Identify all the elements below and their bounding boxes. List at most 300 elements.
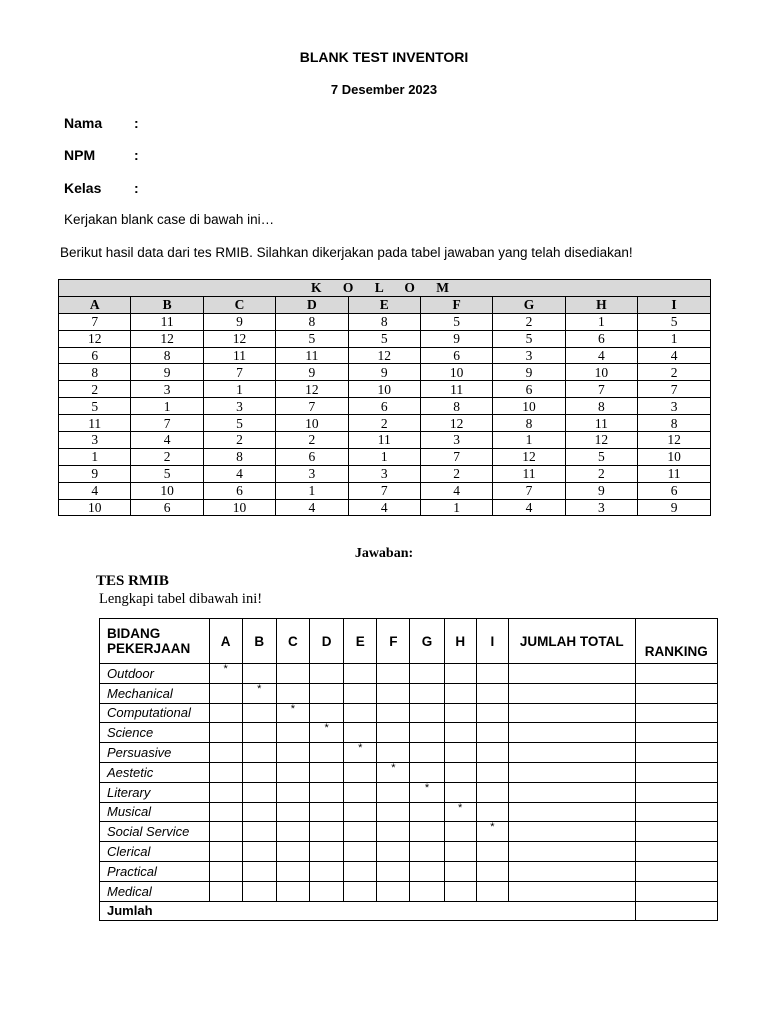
kolom-cell: 7: [420, 448, 492, 465]
kolom-cell: 7: [203, 364, 275, 381]
kolom-cell: 6: [638, 482, 711, 499]
kolom-cell: 3: [493, 347, 565, 364]
ranking-cell[interactable]: [635, 762, 717, 782]
answer-row: [100, 802, 718, 822]
kolom-table-title: K O L O M: [59, 280, 711, 297]
answer-cell[interactable]: [242, 842, 276, 862]
answer-cell[interactable]: [344, 664, 377, 684]
kolom-cell: 1: [348, 448, 420, 465]
kolom-cell: 7: [493, 482, 565, 499]
kolom-table: [58, 279, 711, 516]
ranking-cell[interactable]: [635, 842, 717, 862]
answer-cell[interactable]: [209, 802, 242, 822]
kolom-cell: 11: [420, 381, 492, 398]
answer-cell[interactable]: [377, 881, 410, 901]
kolom-cell: 1: [638, 330, 711, 347]
jumlah-total-cell[interactable]: [508, 762, 635, 782]
kolom-cell: 5: [638, 313, 711, 330]
kolom-row: [59, 465, 711, 482]
answer-cell[interactable]: [444, 861, 476, 881]
star-marker: *: [290, 702, 296, 715]
kolom-cell: 3: [638, 398, 711, 415]
kolom-cell: 2: [59, 381, 131, 398]
answer-cell[interactable]: [276, 782, 309, 802]
bidang-label: Musical: [100, 802, 210, 822]
answer-cell[interactable]: [377, 842, 410, 862]
kolom-cell: 2: [276, 432, 348, 449]
kolom-cell: 10: [420, 364, 492, 381]
answer-cell[interactable]: [476, 743, 508, 763]
field-kelas-colon: :: [134, 180, 139, 196]
kolom-cell: 3: [203, 398, 275, 415]
kolom-row: [59, 415, 711, 432]
kolom-row: [59, 381, 711, 398]
jumlah-total-cell[interactable]: [508, 743, 635, 763]
answer-cell[interactable]: [209, 762, 242, 782]
kolom-cell: 5: [493, 330, 565, 347]
star-marker: *: [458, 801, 463, 814]
answer-cell[interactable]: [310, 822, 344, 842]
answer-cell[interactable]: [276, 822, 309, 842]
kolom-cell: 5: [131, 465, 203, 482]
answer-cell[interactable]: [209, 861, 242, 881]
kolom-row: [59, 330, 711, 347]
kolom-col-header: E: [348, 296, 420, 313]
kolom-cell: 2: [420, 465, 492, 482]
answer-cell[interactable]: [377, 723, 410, 743]
answer-cell[interactable]: [310, 703, 344, 723]
kolom-cell: 11: [276, 347, 348, 364]
answer-cell[interactable]: [242, 683, 276, 703]
answer-cell[interactable]: [209, 881, 242, 901]
answer-cell[interactable]: [344, 743, 377, 763]
kolom-cell: 9: [493, 364, 565, 381]
answer-cell[interactable]: [209, 723, 242, 743]
kolom-cell: 1: [276, 482, 348, 499]
kolom-cell: 4: [565, 347, 637, 364]
answer-cell[interactable]: [410, 762, 444, 782]
answer-cell[interactable]: [377, 743, 410, 763]
kolom-cell: 8: [565, 398, 637, 415]
answer-cell[interactable]: [476, 703, 508, 723]
kolom-cell: 10: [203, 499, 275, 516]
jumlah-ranking-cell[interactable]: [635, 901, 717, 921]
answer-cell[interactable]: [310, 861, 344, 881]
answer-cell[interactable]: [344, 842, 377, 862]
kolom-cell: 12: [493, 448, 565, 465]
kolom-cell: 12: [348, 347, 420, 364]
kolom-cell: 8: [59, 364, 131, 381]
answer-row: [100, 842, 718, 862]
answer-cell[interactable]: [276, 881, 309, 901]
kolom-cell: 9: [638, 499, 711, 516]
jumlah-total-cell[interactable]: [508, 822, 635, 842]
kolom-cell: 10: [638, 448, 711, 465]
kolom-cell: 10: [276, 415, 348, 432]
answer-cell[interactable]: [276, 762, 309, 782]
kolom-cell: 6: [493, 381, 565, 398]
jumlah-total-cell[interactable]: [508, 842, 635, 862]
answer-cell[interactable]: [276, 664, 309, 684]
bidang-label: Clerical: [100, 842, 210, 862]
answer-cell[interactable]: [209, 703, 242, 723]
answer-cell[interactable]: [344, 782, 377, 802]
kolom-cell: 3: [131, 381, 203, 398]
answer-cell[interactable]: [209, 743, 242, 763]
kolom-cell: 2: [565, 465, 637, 482]
kolom-row: [59, 432, 711, 449]
answer-cell[interactable]: [444, 782, 476, 802]
answer-cell[interactable]: [209, 664, 242, 684]
answer-cell[interactable]: [410, 683, 444, 703]
answer-cell[interactable]: [444, 822, 476, 842]
kolom-cell: 12: [276, 381, 348, 398]
kolom-col-header: B: [131, 296, 203, 313]
kolom-cell: 9: [420, 330, 492, 347]
kolom-cell: 9: [203, 313, 275, 330]
answer-table-body: [100, 664, 718, 921]
kolom-cell: 8: [348, 313, 420, 330]
kolom-cell: 8: [493, 415, 565, 432]
answer-cell[interactable]: [310, 842, 344, 862]
answer-cell[interactable]: [377, 683, 410, 703]
header-bidang-line2: PEKERJAAN: [107, 641, 191, 656]
jumlah-total-cell[interactable]: [508, 802, 635, 822]
answer-cell[interactable]: [444, 703, 476, 723]
kolom-cell: 1: [493, 432, 565, 449]
answer-cell[interactable]: [410, 664, 444, 684]
ranking-cell[interactable]: [635, 822, 717, 842]
field-npm: [64, 147, 139, 163]
kolom-cell: 7: [131, 415, 203, 432]
answer-col-header: B: [242, 619, 276, 664]
answer-cell[interactable]: [276, 842, 309, 862]
kolom-cell: 2: [638, 364, 711, 381]
answer-row: [100, 664, 718, 684]
jumlah-total-cell[interactable]: [508, 683, 635, 703]
field-nama-colon: :: [134, 115, 139, 131]
answer-instruction: Lengkapi tabel dibawah ini!: [99, 591, 263, 607]
kolom-cell: 1: [59, 448, 131, 465]
answer-cell[interactable]: [410, 842, 444, 862]
kolom-cell: 11: [565, 415, 637, 432]
kolom-row: [59, 347, 711, 364]
kolom-header-row: [59, 296, 711, 313]
answer-heading: Jawaban:: [354, 546, 414, 561]
answer-table: [99, 618, 718, 921]
kolom-col-header: D: [276, 296, 348, 313]
kolom-cell: 3: [276, 465, 348, 482]
star-marker: *: [257, 682, 262, 695]
kolom-cell: 8: [203, 448, 275, 465]
answer-cell[interactable]: [310, 782, 344, 802]
jumlah-total-cell[interactable]: [508, 664, 635, 684]
answer-cell[interactable]: [476, 683, 508, 703]
kolom-cell: 6: [348, 398, 420, 415]
bidang-label: Literary: [100, 782, 210, 802]
answer-cell[interactable]: [310, 683, 344, 703]
answer-cell[interactable]: [242, 782, 276, 802]
kolom-cell: 2: [348, 415, 420, 432]
kolom-cell: 4: [420, 482, 492, 499]
kolom-cell: 3: [565, 499, 637, 516]
kolom-cell: 8: [420, 398, 492, 415]
answer-col-header: E: [344, 619, 377, 664]
ranking-cell[interactable]: [635, 723, 717, 743]
kolom-col-header: G: [493, 296, 565, 313]
answer-cell[interactable]: [344, 703, 377, 723]
answer-cell[interactable]: [410, 802, 444, 822]
jumlah-label: Jumlah: [100, 901, 636, 921]
answer-cell[interactable]: [476, 762, 508, 782]
answer-cell[interactable]: [344, 861, 377, 881]
answer-cell[interactable]: [344, 822, 377, 842]
answer-cell[interactable]: [209, 842, 242, 862]
kolom-cell: 1: [565, 313, 637, 330]
kolom-cell: 10: [59, 499, 131, 516]
kolom-cell: 7: [565, 381, 637, 398]
answer-cell[interactable]: [242, 861, 276, 881]
answer-cell[interactable]: [276, 683, 309, 703]
kolom-cell: 7: [276, 398, 348, 415]
answer-cell[interactable]: [476, 802, 508, 822]
answer-subheading: TES RMIB: [96, 573, 169, 589]
answer-cell[interactable]: [377, 861, 410, 881]
kolom-cell: 12: [565, 432, 637, 449]
kolom-cell: 7: [638, 381, 711, 398]
answer-cell[interactable]: [444, 683, 476, 703]
ranking-cell[interactable]: [635, 861, 717, 881]
kolom-cell: 11: [59, 415, 131, 432]
jumlah-total-cell[interactable]: [508, 723, 635, 743]
answer-cell[interactable]: [444, 723, 476, 743]
kolom-cell: 3: [420, 432, 492, 449]
answer-cell[interactable]: [310, 664, 344, 684]
kolom-cell: 6: [276, 448, 348, 465]
kolom-cell: 6: [131, 499, 203, 516]
answer-row: [100, 743, 718, 763]
jumlah-total-cell[interactable]: [508, 703, 635, 723]
answer-cell[interactable]: [410, 822, 444, 842]
answer-cell[interactable]: [444, 664, 476, 684]
kolom-cell: 1: [420, 499, 492, 516]
kolom-col-header: F: [420, 296, 492, 313]
answer-cell[interactable]: [377, 802, 410, 822]
kolom-cell: 5: [565, 448, 637, 465]
kolom-cell: 4: [348, 499, 420, 516]
kolom-row: [59, 313, 711, 330]
kolom-cell: 5: [203, 415, 275, 432]
answer-cell[interactable]: [444, 842, 476, 862]
answer-cell[interactable]: [242, 703, 276, 723]
answer-cell[interactable]: [209, 822, 242, 842]
answer-cell[interactable]: [242, 723, 276, 743]
answer-cell[interactable]: [344, 762, 377, 782]
kolom-cell: 2: [493, 313, 565, 330]
answer-cell[interactable]: [310, 881, 344, 901]
answer-cell[interactable]: [209, 782, 242, 802]
answer-cell[interactable]: [276, 723, 309, 743]
kolom-row: [59, 482, 711, 499]
star-marker: *: [223, 663, 228, 675]
answer-cell[interactable]: [444, 881, 476, 901]
answer-cell[interactable]: [410, 881, 444, 901]
kolom-cell: 5: [348, 330, 420, 347]
star-marker: *: [490, 821, 495, 834]
answer-col-header: H: [444, 619, 476, 664]
kolom-cell: 9: [348, 364, 420, 381]
kolom-cell: 4: [131, 432, 203, 449]
kolom-col-header: A: [59, 296, 131, 313]
jumlah-total-cell[interactable]: [508, 861, 635, 881]
kolom-cell: 4: [203, 465, 275, 482]
answer-row: [100, 683, 718, 703]
ranking-cell[interactable]: [635, 683, 717, 703]
answer-cell[interactable]: [410, 861, 444, 881]
kolom-cell: 10: [565, 364, 637, 381]
kolom-cell: 9: [59, 465, 131, 482]
answer-cell[interactable]: [410, 723, 444, 743]
answer-row: [100, 861, 718, 881]
kolom-cell: 11: [638, 465, 711, 482]
answer-cell[interactable]: [377, 822, 410, 842]
answer-cell[interactable]: [377, 703, 410, 723]
ranking-cell[interactable]: [635, 743, 717, 763]
answer-cell[interactable]: [209, 683, 242, 703]
answer-cell[interactable]: [476, 842, 508, 862]
answer-cell[interactable]: [476, 881, 508, 901]
answer-col-header: C: [276, 619, 309, 664]
answer-cell[interactable]: [377, 782, 410, 802]
answer-cell[interactable]: [476, 861, 508, 881]
answer-cell[interactable]: [242, 881, 276, 901]
kolom-cell: 2: [131, 448, 203, 465]
star-marker: *: [391, 761, 396, 774]
answer-header-row: [100, 619, 718, 664]
answer-cell[interactable]: [410, 743, 444, 763]
kolom-cell: 2: [203, 432, 275, 449]
answer-cell[interactable]: [276, 802, 309, 822]
field-kelas-label: Kelas: [64, 180, 102, 196]
answer-row: [100, 782, 718, 802]
ranking-cell[interactable]: [635, 664, 717, 684]
answer-cell[interactable]: [242, 822, 276, 842]
bidang-label: Science: [100, 723, 210, 743]
star-marker: *: [424, 781, 430, 794]
answer-cell[interactable]: [377, 762, 410, 782]
answer-cell[interactable]: [410, 703, 444, 723]
answer-cell[interactable]: [344, 881, 377, 901]
ranking-cell[interactable]: [635, 802, 717, 822]
kolom-row: [59, 448, 711, 465]
bidang-label: Medical: [100, 881, 210, 901]
kolom-cell: 11: [493, 465, 565, 482]
bidang-label: Computational: [100, 703, 210, 723]
kolom-cell: 3: [59, 432, 131, 449]
ranking-cell[interactable]: [635, 703, 717, 723]
answer-row: [100, 703, 718, 723]
answer-cell[interactable]: [310, 723, 344, 743]
kolom-cell: 4: [638, 347, 711, 364]
ranking-cell[interactable]: [635, 881, 717, 901]
answer-col-header: D: [310, 619, 344, 664]
kolom-cell: 11: [131, 313, 203, 330]
answer-footer-row: [100, 901, 718, 921]
answer-cell[interactable]: [444, 762, 476, 782]
answer-cell[interactable]: [242, 743, 276, 763]
answer-cell[interactable]: [276, 743, 309, 763]
kolom-cell: 12: [203, 330, 275, 347]
answer-cell[interactable]: [242, 664, 276, 684]
answer-row: [100, 822, 718, 842]
answer-cell[interactable]: [476, 723, 508, 743]
kolom-cell: 12: [420, 415, 492, 432]
answer-cell[interactable]: [476, 822, 508, 842]
kolom-cell: 12: [59, 330, 131, 347]
answer-cell[interactable]: [444, 802, 476, 822]
kolom-cell: 9: [565, 482, 637, 499]
ranking-cell[interactable]: [635, 782, 717, 802]
kolom-cell: 8: [276, 313, 348, 330]
jumlah-total-cell[interactable]: [508, 881, 635, 901]
answer-cell[interactable]: [310, 743, 344, 763]
answer-cell[interactable]: [242, 802, 276, 822]
answer-cell[interactable]: [276, 861, 309, 881]
kolom-cell: 6: [420, 347, 492, 364]
field-npm-label: NPM: [64, 147, 96, 163]
kolom-cell: 6: [565, 330, 637, 347]
bidang-label: Mechanical: [100, 683, 210, 703]
kolom-row: [59, 499, 711, 516]
kolom-cell: 5: [59, 398, 131, 415]
answer-cell[interactable]: [476, 782, 508, 802]
answer-col-header: I: [476, 619, 508, 664]
answer-cell[interactable]: [242, 762, 276, 782]
field-kelas: [64, 180, 139, 196]
answer-cell[interactable]: [410, 782, 444, 802]
kolom-col-header: I: [638, 296, 711, 313]
header-jumlah-total: JUMLAH TOTAL: [508, 619, 635, 664]
kolom-cell: 12: [638, 432, 711, 449]
jumlah-total-cell[interactable]: [508, 782, 635, 802]
answer-cell[interactable]: [377, 664, 410, 684]
document-title: BLANK TEST INVENTORI: [299, 49, 469, 65]
answer-cell[interactable]: [310, 802, 344, 822]
answer-col-header: A: [209, 619, 242, 664]
answer-cell[interactable]: [310, 762, 344, 782]
kolom-cell: 4: [59, 482, 131, 499]
kolom-cell: 8: [131, 347, 203, 364]
kolom-cell: 10: [131, 482, 203, 499]
kolom-cell: 7: [348, 482, 420, 499]
kolom-row: [59, 398, 711, 415]
answer-cell[interactable]: [344, 802, 377, 822]
header-bidang-pekerjaan: [100, 619, 210, 664]
answer-col-header: G: [410, 619, 444, 664]
answer-row: [100, 762, 718, 782]
answer-cell[interactable]: [444, 743, 476, 763]
kolom-table-body: [59, 313, 711, 516]
answer-cell[interactable]: [476, 664, 508, 684]
bidang-label: Outdoor: [100, 664, 210, 684]
bidang-label: Persuasive: [100, 743, 210, 763]
answer-cell[interactable]: [344, 683, 377, 703]
answer-cell[interactable]: [344, 723, 377, 743]
answer-row: [100, 881, 718, 901]
answer-cell[interactable]: [276, 703, 309, 723]
header-ranking: RANKING: [635, 619, 717, 664]
kolom-cell: 5: [420, 313, 492, 330]
